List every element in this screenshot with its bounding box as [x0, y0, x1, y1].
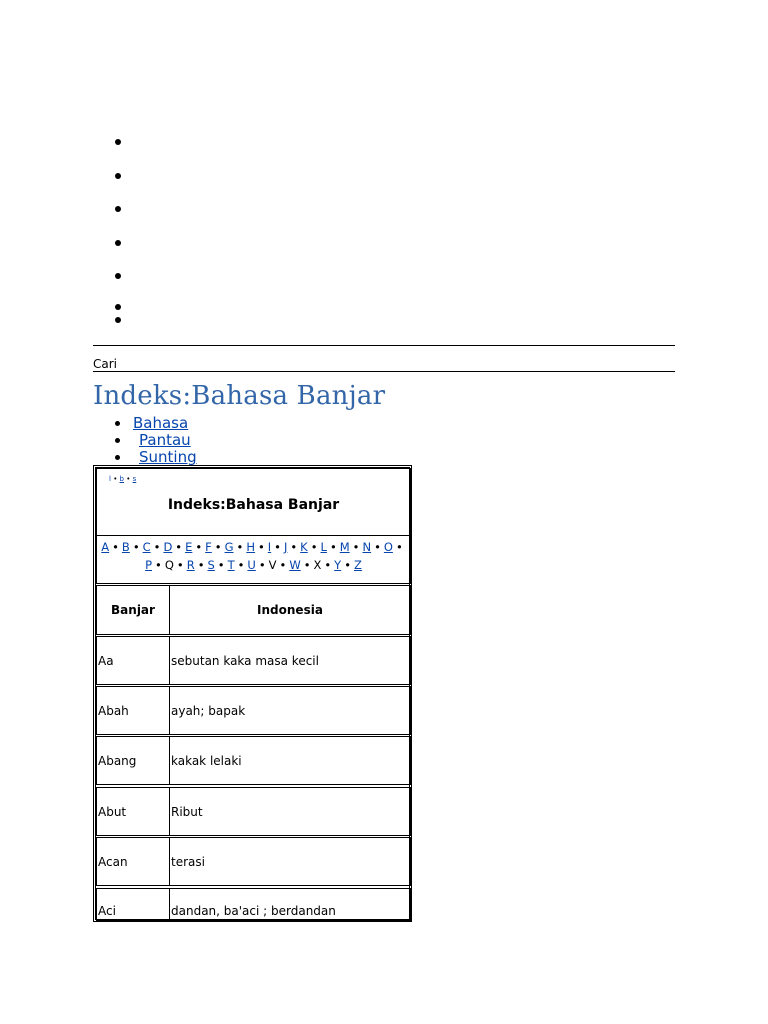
alphabet-letter-b[interactable]: B [121, 540, 130, 554]
cell-indonesia: terasi [169, 837, 411, 886]
page-title: Indeks:Bahasa Banjar [93, 381, 386, 411]
alphabet-letter-v: V [268, 558, 277, 572]
cell-indonesia: sebutan kaka masa kecil [169, 636, 411, 685]
column-header-banjar: Banjar [96, 585, 170, 635]
alphabet-letter-h[interactable]: H [246, 540, 255, 554]
list-bullet [115, 304, 121, 310]
alphabet-separator: • [329, 540, 337, 554]
alphabet-letter-d[interactable]: D [163, 540, 173, 554]
alphabet-separator: • [155, 558, 162, 572]
alphabet-separator: • [153, 540, 161, 554]
navbar-edit-link[interactable]: s [132, 475, 137, 483]
alphabet-letter-r[interactable]: R [186, 558, 195, 572]
alphabet-letter-p[interactable]: P [145, 558, 153, 572]
cell-banjar: Abang [96, 736, 170, 785]
list-bullet [115, 273, 121, 279]
navbar-separator: • [126, 475, 133, 483]
list-bullet [115, 421, 120, 426]
alphabet-separator: • [279, 558, 287, 572]
list-bullet [115, 139, 121, 145]
navbar-view-link[interactable]: l [109, 475, 111, 483]
alphabet-letter-w[interactable]: W [289, 558, 301, 572]
cell-indonesia: Ribut [169, 787, 411, 836]
alphabet-letter-g[interactable]: G [224, 540, 234, 554]
alphabet-letter-j[interactable]: J [283, 540, 288, 554]
cell-indonesia: ayah; bapak [169, 686, 411, 735]
list-bullet [115, 240, 121, 246]
alphabet-separator: • [175, 540, 183, 554]
cell-indonesia: dandan, ba'aci ; berdandan [169, 888, 411, 921]
navbar-discuss-link[interactable]: b [119, 475, 124, 483]
alphabet-separator: • [237, 558, 245, 572]
alphabet-separator: • [112, 540, 119, 554]
divider [93, 345, 675, 346]
divider [93, 371, 675, 372]
alphabet-separator: • [290, 540, 298, 554]
alphabet-separator: • [214, 540, 222, 554]
alphabet-letter-m[interactable]: M [339, 540, 350, 554]
alphabet-separator: • [258, 558, 266, 572]
action-item [0, 448, 300, 465]
alphabet-separator: • [395, 540, 403, 554]
alphabet-letter-a[interactable]: A [101, 540, 110, 554]
table-title: Indeks:Bahasa Banjar [167, 497, 340, 513]
action-item [0, 414, 300, 431]
alphabet-letter-k[interactable]: K [300, 540, 308, 554]
cell-indonesia: kakak lelaki [169, 736, 411, 785]
alphabet-separator: • [352, 540, 360, 554]
alphabet-separator: • [374, 540, 381, 554]
alphabet-separator: • [274, 540, 281, 554]
alphabet-separator: • [217, 558, 225, 572]
edit-link[interactable]: Sunting [139, 448, 197, 466]
index-table [93, 465, 412, 922]
alphabet-letter-c[interactable]: C [142, 540, 151, 554]
alphabet-row [98, 538, 409, 556]
alphabet-separator: • [310, 540, 318, 554]
alphabet-letter-n[interactable]: N [362, 540, 372, 554]
navbar-separator: • [113, 475, 120, 483]
alphabet-separator: • [132, 540, 140, 554]
alphabet-letter-i[interactable]: I [267, 540, 272, 554]
alphabet-separator: • [195, 540, 203, 554]
alphabet-separator: • [197, 558, 205, 572]
list-bullet [115, 317, 121, 323]
alphabet-letter-z[interactable]: Z [354, 558, 362, 572]
alphabet-letter-e[interactable]: E [185, 540, 193, 554]
alphabet-row [98, 556, 409, 574]
search-label[interactable]: Cari [93, 357, 117, 371]
alphabet-letter-s[interactable]: S [207, 558, 215, 572]
column-header-indonesia: Indonesia [169, 585, 411, 635]
alphabet-letter-q: Q [164, 558, 174, 572]
action-item [0, 431, 300, 448]
alphabet-separator: • [257, 540, 265, 554]
list-bullet [115, 438, 120, 443]
cell-banjar: Abut [96, 787, 170, 836]
alphabet-separator: • [344, 558, 351, 572]
watch-link[interactable]: Pantau [139, 431, 191, 449]
alphabet-separator: • [236, 540, 244, 554]
alphabet-separator: • [303, 558, 311, 572]
alphabet-letter-y[interactable]: Y [334, 558, 342, 572]
alphabet-index [98, 538, 409, 574]
alphabet-separator: • [176, 558, 184, 572]
alphabet-letter-x: X [313, 558, 322, 572]
alphabet-letter-t[interactable]: T [227, 558, 235, 572]
list-bullet [115, 173, 121, 179]
list-bullet [115, 206, 121, 212]
alphabet-letter-o[interactable]: O [383, 540, 393, 554]
alphabet-letter-f[interactable]: F [205, 540, 212, 554]
cell-banjar: Aci [96, 888, 170, 921]
language-link[interactable]: Bahasa [133, 414, 189, 432]
alphabet-letter-l[interactable]: L [320, 540, 327, 554]
navbar-links [109, 475, 136, 483]
alphabet-separator: • [324, 558, 332, 572]
cell-banjar: Aa [96, 636, 170, 685]
cell-banjar: Acan [96, 837, 170, 886]
alphabet-letter-u[interactable]: U [247, 558, 256, 572]
list-bullet [115, 455, 120, 460]
cell-banjar: Abah [96, 686, 170, 735]
